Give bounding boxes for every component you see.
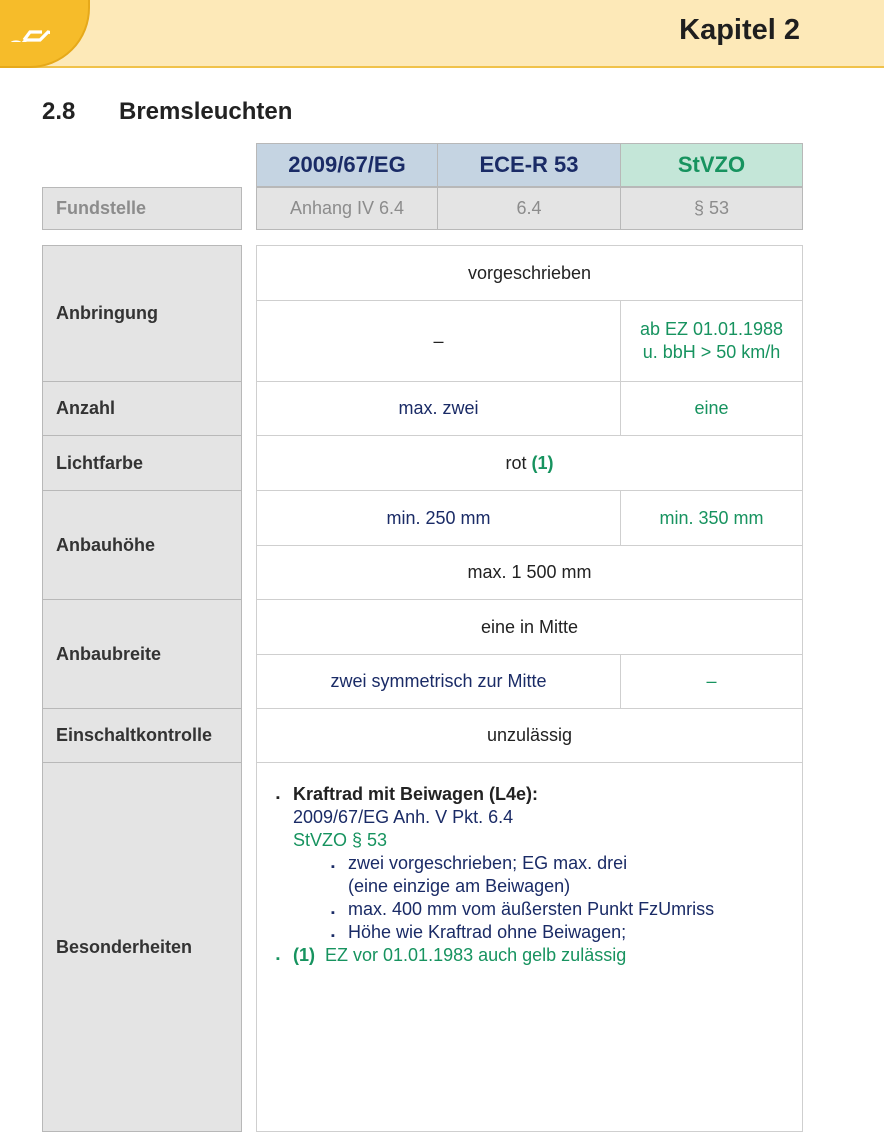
einschaltkontrolle-value: unzulässig	[256, 708, 803, 763]
column-header-ece: ECE-R 53	[437, 143, 621, 187]
chapter-title: Kapitel 2	[679, 14, 800, 46]
note-item1-title: Kraftrad mit Beiwagen (L4e):	[293, 784, 539, 804]
anbringung-stvzo	[620, 300, 803, 382]
row-label-lichtfarbe: Lichtfarbe	[42, 435, 242, 491]
bullet-marker: ▪	[331, 907, 335, 919]
section-title: Bremsleuchten	[119, 98, 293, 125]
row-label-fundstelle: Fundstelle	[42, 187, 242, 230]
lichtfarbe-value-cell	[256, 435, 803, 491]
row-label-einschaltkontrolle: Einschaltkontrolle	[42, 708, 242, 763]
anzahl-stvzo: eine	[620, 381, 803, 436]
note-item1-ref2: StVZO § 53	[293, 830, 388, 850]
anbringung-stvzo-line1: ab EZ 01.01.1988	[639, 319, 784, 339]
column-header-stvzo: StVZO	[620, 143, 803, 187]
anbauhoehe-min-stvzo: min. 350 mm	[620, 490, 803, 546]
row-label-anbauhoehe: Anbauhöhe	[42, 490, 242, 600]
bullet-marker: ▪	[276, 953, 280, 965]
anbaubreite-all: eine in Mitte	[256, 599, 803, 655]
row-label-anzahl: Anzahl	[42, 381, 242, 436]
note-sub2: max. 400 mm vom äußersten Punkt FzUmriss	[348, 899, 715, 919]
row-label-besonderheiten: Besonderheiten	[42, 762, 242, 1132]
bullet-marker: ▪	[276, 792, 280, 804]
column-header-eg: 2009/67/EG	[256, 143, 438, 187]
reference-stvzo: § 53	[620, 187, 803, 230]
note-sub1-cont: (eine einzige am Beiwagen)	[348, 876, 571, 896]
besonderheiten-notes	[256, 762, 803, 1132]
note-item1-ref1: 2009/67/EG Anh. V Pkt. 6.4	[293, 807, 514, 827]
note-item2-text: EZ vor 01.01.1983 auch gelb zulässig	[325, 945, 627, 965]
anzahl-eg-ece: max. zwei	[256, 381, 621, 436]
reference-ece: 6.4	[437, 187, 621, 230]
motorcycle-icon	[0, 0, 50, 42]
note-sub1-text: zwei vorgeschrieben;	[348, 853, 523, 873]
footnote-ref-1: (1)	[531, 452, 554, 473]
note-sub1-eg: EG max. drei	[522, 853, 628, 873]
note-item2-num: (1)	[293, 945, 315, 965]
bullet-marker: ▪	[331, 861, 335, 873]
anbauhoehe-max: max. 1 500 mm	[256, 545, 803, 600]
note-sub1	[348, 852, 627, 875]
lichtfarbe-value: rot	[505, 452, 527, 473]
anbringung-all: vorgeschrieben	[256, 245, 803, 301]
row-label-anbaubreite: Anbaubreite	[42, 599, 242, 709]
anbringung-eg-ece: –	[256, 300, 621, 382]
row-label-anbringung: Anbringung	[42, 245, 242, 382]
section-number: 2.8	[42, 98, 76, 125]
anbauhoehe-min-eg-ece: min. 250 mm	[256, 490, 621, 546]
note-item2	[293, 944, 626, 967]
anbaubreite-eg-ece: zwei symmetrisch zur Mitte	[256, 654, 621, 709]
anbaubreite-stvzo: –	[620, 654, 803, 709]
anbringung-stvzo-line2: u. bbH > 50 km/h	[642, 342, 781, 362]
bullet-marker: ▪	[331, 930, 335, 942]
reference-eg: Anhang IV 6.4	[256, 187, 438, 230]
note-sub3: Höhe wie Kraftrad ohne Beiwagen;	[348, 922, 627, 942]
